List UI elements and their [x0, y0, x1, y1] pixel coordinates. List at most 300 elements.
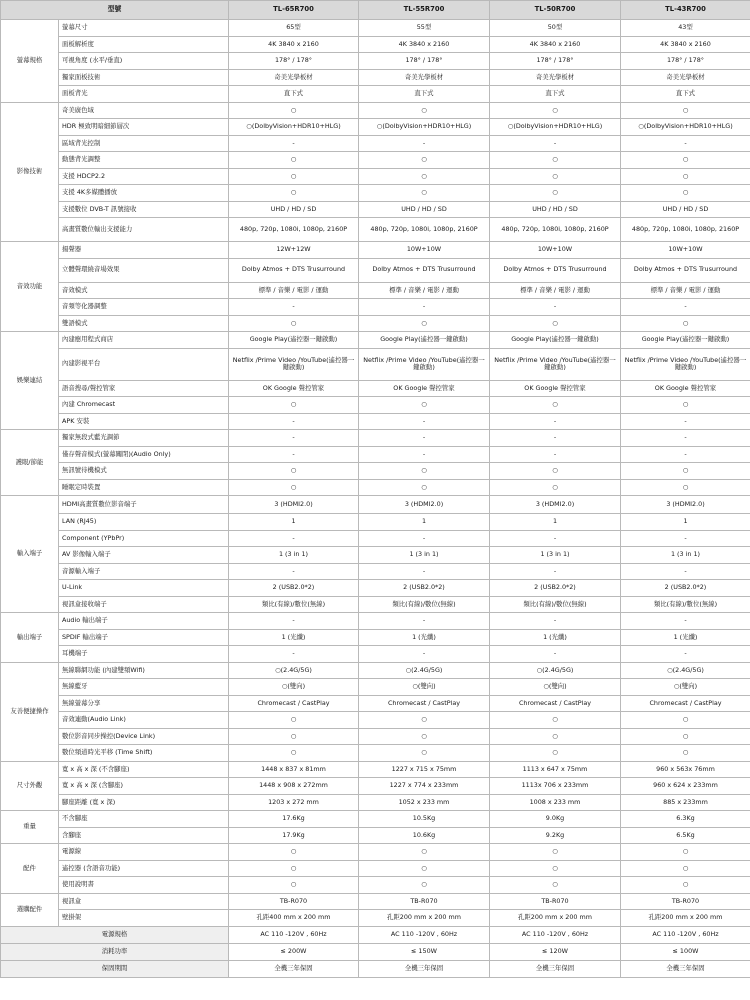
feature-cell: 僅存聲音模式(螢幕關閉)(Audio Only) — [59, 446, 229, 463]
feature-cell: 寬 x 高 x 深 (不含腳座) — [59, 761, 229, 778]
value-cell: 直下式 — [490, 86, 621, 103]
spec-row — [1, 299, 750, 316]
spec-row — [1, 811, 750, 828]
value-cell: ○ — [229, 860, 359, 877]
value-cell: 480p, 720p, 1080i, 1080p, 2160P — [229, 218, 359, 242]
value-cell: Netflix /Prime Video /YouTube(遙控器一鍵啟動) — [621, 348, 750, 380]
value-cell: ○ — [359, 152, 490, 169]
value-cell: 直下式 — [229, 86, 359, 103]
feature-cell: 音效模式 — [59, 282, 229, 299]
value-cell: ○ — [359, 185, 490, 202]
value-cell: 480p, 720p, 1080i, 1080p, 2160P — [359, 218, 490, 242]
value-cell: 1227 x 774 x 233mm — [359, 778, 490, 795]
value-cell: ○ — [490, 712, 621, 729]
footer-value-cell: AC 110 -120V , 60Hz — [229, 926, 359, 943]
value-cell: 10W+10W — [359, 242, 490, 259]
feature-cell: 無線聯網功能 (內建雙頻Wifi) — [59, 662, 229, 679]
spec-row — [1, 745, 750, 762]
value-cell: ○(DolbyVision+HDR10+HLG) — [359, 119, 490, 136]
value-cell: 10.5Kg — [359, 811, 490, 828]
value-cell: 1 (3 in 1) — [490, 547, 621, 564]
value-cell: 50型 — [490, 20, 621, 37]
value-cell: 480p, 720p, 1080i, 1080p, 2160P — [621, 218, 750, 242]
value-cell: ○ — [229, 168, 359, 185]
value-cell: - — [621, 646, 750, 663]
value-cell: 孔距200 mm x 200 mm — [490, 910, 621, 927]
value-cell: ○(雙向) — [490, 679, 621, 696]
feature-cell: 面板背光 — [59, 86, 229, 103]
footer-value-cell: ≤ 150W — [359, 943, 490, 960]
value-cell: ○ — [621, 745, 750, 762]
value-cell: - — [229, 563, 359, 580]
feature-cell: 視訊盒 — [59, 893, 229, 910]
value-cell: 43型 — [621, 20, 750, 37]
value-cell: - — [621, 430, 750, 447]
footer-row — [1, 960, 750, 977]
value-cell: 類比(有線)/數位(無線) — [229, 596, 359, 613]
feature-cell: 電源線 — [59, 844, 229, 861]
category-cell: 護眼/節能 — [1, 430, 59, 496]
value-cell: 4K 3840 x 2160 — [490, 36, 621, 53]
value-cell: ○(雙向) — [229, 679, 359, 696]
spec-row — [1, 258, 750, 282]
value-cell: - — [490, 613, 621, 630]
value-cell: 1 (光纖) — [490, 629, 621, 646]
value-cell: 3 (HDMI2.0) — [621, 496, 750, 514]
value-cell: ○ — [490, 860, 621, 877]
value-cell: - — [359, 413, 490, 430]
feature-cell: 耳機端子 — [59, 646, 229, 663]
category-cell: 輸出端子 — [1, 613, 59, 663]
value-cell: 類比(有線)/數位(無線) — [359, 596, 490, 613]
value-cell: - — [490, 646, 621, 663]
value-cell: ○ — [359, 860, 490, 877]
value-cell: 1 — [359, 514, 490, 531]
category-cell: 輸入端子 — [1, 496, 59, 613]
value-cell: Dolby Atmos + DTS Trusurround — [359, 258, 490, 282]
value-cell: ○(2.4G/5G) — [621, 662, 750, 679]
feature-cell: 語音搜尋/聲控管家 — [59, 380, 229, 397]
spec-row — [1, 479, 750, 496]
value-cell: 65型 — [229, 20, 359, 37]
value-cell: - — [229, 299, 359, 316]
feature-cell: 動態背光調整 — [59, 152, 229, 169]
value-cell: 4K 3840 x 2160 — [229, 36, 359, 53]
value-cell: ○(DolbyVision+HDR10+HLG) — [229, 119, 359, 136]
value-cell: - — [621, 530, 750, 547]
value-cell: Chromecast / CastPlay — [229, 695, 359, 712]
value-cell: ○ — [490, 168, 621, 185]
spec-row — [1, 794, 750, 811]
value-cell: - — [621, 563, 750, 580]
feature-cell: HDMI高畫質數位影音端子 — [59, 496, 229, 514]
spec-row — [1, 646, 750, 663]
feature-cell: 寬 x 高 x 深 (含腳座) — [59, 778, 229, 795]
footer-row — [1, 943, 750, 960]
feature-cell: 壁掛架 — [59, 910, 229, 927]
feature-cell: 奇美廣色域 — [59, 102, 229, 119]
value-cell: 奇美光學板材 — [229, 69, 359, 86]
value-cell: - — [229, 430, 359, 447]
spec-row — [1, 728, 750, 745]
value-cell: 1052 x 233 mm — [359, 794, 490, 811]
value-cell: ○ — [229, 844, 359, 861]
value-cell: 1 (3 in 1) — [359, 547, 490, 564]
value-cell: UHD / HD / SD — [229, 201, 359, 218]
category-cell: 音效功能 — [1, 242, 59, 332]
value-cell: Netflix /Prime Video /YouTube(遙控器一鍵啟動) — [359, 348, 490, 380]
spec-row — [1, 185, 750, 202]
footer-value-cell: 全機三年保固 — [229, 960, 359, 977]
spec-row — [1, 679, 750, 696]
feature-cell: 內建應用程式商店 — [59, 332, 229, 349]
value-cell: - — [359, 530, 490, 547]
feature-cell: Audio 輸出端子 — [59, 613, 229, 630]
value-cell: ○ — [490, 877, 621, 894]
feature-cell: 高畫質數位輸出支援能力 — [59, 218, 229, 242]
spec-row — [1, 380, 750, 397]
feature-cell: 內建 Chromecast — [59, 397, 229, 414]
feature-cell: 腳座距離 (寬 x 深) — [59, 794, 229, 811]
feature-cell: HDR 極致明暗細節層次 — [59, 119, 229, 136]
feature-cell: 含腳座 — [59, 827, 229, 844]
value-cell: 標準 / 音樂 / 電影 / 運動 — [359, 282, 490, 299]
feature-cell: 數位頻道時光平移 (Time Shift) — [59, 745, 229, 762]
value-cell: ○ — [490, 397, 621, 414]
value-cell: 960 x 624 x 233mm — [621, 778, 750, 795]
value-cell: 17.6Kg — [229, 811, 359, 828]
value-cell: ○ — [359, 728, 490, 745]
value-cell: 1448 x 908 x 272mm — [229, 778, 359, 795]
value-cell: ○ — [621, 877, 750, 894]
spec-row — [1, 53, 750, 70]
spec-row — [1, 201, 750, 218]
feature-cell: 雙語模式 — [59, 315, 229, 332]
feature-cell: 區域背光控制 — [59, 135, 229, 152]
value-cell: 1113x 706 x 233mm — [490, 778, 621, 795]
value-cell: 178° / 178° — [229, 53, 359, 70]
value-cell: ○ — [490, 745, 621, 762]
feature-cell: 可視角度 (水平/垂直) — [59, 53, 229, 70]
value-cell: 6.3Kg — [621, 811, 750, 828]
spec-row — [1, 514, 750, 531]
value-cell: ○ — [229, 745, 359, 762]
value-cell: 2 (USB2.0*2) — [229, 580, 359, 597]
value-cell: Google Play(遙控器一鍵啟動) — [490, 332, 621, 349]
spec-row — [1, 36, 750, 53]
value-cell: ○ — [490, 479, 621, 496]
value-cell: ○ — [359, 463, 490, 480]
feature-cell: 遙控器 (含語音功能) — [59, 860, 229, 877]
value-cell: ○ — [359, 168, 490, 185]
feature-cell: 使用說明書 — [59, 877, 229, 894]
value-cell: 標準 / 音樂 / 電影 / 運動 — [490, 282, 621, 299]
model-header-1: TL-65R700 — [229, 1, 359, 20]
spec-row — [1, 761, 750, 778]
value-cell: OK Google 聲控管家 — [229, 380, 359, 397]
value-cell: - — [490, 563, 621, 580]
value-cell: 直下式 — [359, 86, 490, 103]
spec-row — [1, 463, 750, 480]
category-cell: 友善便捷操作 — [1, 662, 59, 761]
value-cell: OK Google 聲控管家 — [359, 380, 490, 397]
value-cell: - — [621, 613, 750, 630]
spec-row — [1, 613, 750, 630]
value-cell: TB-R070 — [229, 893, 359, 910]
feature-cell: 數位影音同步操控(Device Link) — [59, 728, 229, 745]
value-cell: ○(2.4G/5G) — [490, 662, 621, 679]
value-cell: Netflix /Prime Video /YouTube(遙控器一鍵啟動) — [490, 348, 621, 380]
value-cell: 直下式 — [621, 86, 750, 103]
value-cell: 1 (光纖) — [229, 629, 359, 646]
value-cell: 孔距200 mm x 200 mm — [621, 910, 750, 927]
feature-cell: 面板解析度 — [59, 36, 229, 53]
spec-row — [1, 860, 750, 877]
spec-row — [1, 563, 750, 580]
value-cell: 6.5Kg — [621, 827, 750, 844]
value-cell: 標準 / 音樂 / 電影 / 運動 — [229, 282, 359, 299]
value-cell: ○(DolbyVision+HDR10+HLG) — [621, 119, 750, 136]
spec-row — [1, 315, 750, 332]
value-cell: 9.2Kg — [490, 827, 621, 844]
value-cell: - — [490, 135, 621, 152]
spec-row — [1, 910, 750, 927]
footer-label-cell: 保固期間 — [1, 960, 229, 977]
value-cell: 1 — [621, 514, 750, 531]
spec-row — [1, 629, 750, 646]
value-cell: 480p, 720p, 1080i, 1080p, 2160P — [490, 218, 621, 242]
feature-cell: 揚聲器 — [59, 242, 229, 259]
value-cell: ○ — [229, 397, 359, 414]
value-cell: Google Play(遙控器一鍵啟動) — [229, 332, 359, 349]
value-cell: ○ — [621, 397, 750, 414]
value-cell: - — [229, 530, 359, 547]
value-cell: 1203 x 272 mm — [229, 794, 359, 811]
value-cell: - — [359, 646, 490, 663]
value-cell: ○ — [490, 844, 621, 861]
spec-row — [1, 712, 750, 729]
value-cell: 1 (光纖) — [621, 629, 750, 646]
value-cell: OK Google 聲控管家 — [490, 380, 621, 397]
value-cell: ○ — [621, 102, 750, 119]
spec-row — [1, 242, 750, 259]
footer-value-cell: AC 110 -120V , 60Hz — [359, 926, 490, 943]
model-header-label: 型號 — [1, 1, 229, 20]
feature-cell: 獨家無段式藍光調節 — [59, 430, 229, 447]
category-cell: 娛樂連結 — [1, 332, 59, 430]
value-cell: ○ — [621, 185, 750, 202]
value-cell: ○(2.4G/5G) — [229, 662, 359, 679]
header-row — [1, 1, 750, 20]
value-cell: 10W+10W — [490, 242, 621, 259]
category-cell: 螢幕規格 — [1, 20, 59, 103]
spec-row — [1, 662, 750, 679]
value-cell: 1008 x 233 mm — [490, 794, 621, 811]
value-cell: 9.0Kg — [490, 811, 621, 828]
spec-row — [1, 413, 750, 430]
value-cell: 3 (HDMI2.0) — [229, 496, 359, 514]
value-cell: 10W+10W — [621, 242, 750, 259]
value-cell: 1 (光纖) — [359, 629, 490, 646]
value-cell: ○ — [359, 712, 490, 729]
model-header-4: TL-43R700 — [621, 1, 750, 20]
value-cell: 孔距200 mm x 200 mm — [359, 910, 490, 927]
value-cell: TB-R070 — [490, 893, 621, 910]
value-cell: - — [359, 299, 490, 316]
feature-cell: 無訊號待機模式 — [59, 463, 229, 480]
spec-row — [1, 135, 750, 152]
value-cell: - — [229, 446, 359, 463]
value-cell: 孔距400 mm x 200 mm — [229, 910, 359, 927]
value-cell: Google Play(遙控器一鍵啟動) — [359, 332, 490, 349]
value-cell: TB-R070 — [359, 893, 490, 910]
value-cell: Dolby Atmos + DTS Trusurround — [490, 258, 621, 282]
value-cell: 2 (USB2.0*2) — [490, 580, 621, 597]
value-cell: UHD / HD / SD — [490, 201, 621, 218]
value-cell: ○ — [359, 745, 490, 762]
feature-cell: 支援 HDCP2.2 — [59, 168, 229, 185]
footer-label-cell: 消耗功率 — [1, 943, 229, 960]
value-cell: 2 (USB2.0*2) — [621, 580, 750, 597]
feature-cell: 立體聲環繞音場效果 — [59, 258, 229, 282]
spec-row — [1, 596, 750, 613]
value-cell: ○(DolbyVision+HDR10+HLG) — [490, 119, 621, 136]
spec-row — [1, 348, 750, 380]
value-cell: ○ — [229, 102, 359, 119]
value-cell: 1113 x 647 x 75mm — [490, 761, 621, 778]
value-cell: - — [621, 135, 750, 152]
value-cell: ○ — [621, 315, 750, 332]
feature-cell: 無線藍牙 — [59, 679, 229, 696]
spec-row — [1, 152, 750, 169]
footer-row — [1, 926, 750, 943]
spec-row — [1, 20, 750, 37]
value-cell: UHD / HD / SD — [621, 201, 750, 218]
feature-cell: U-Link — [59, 580, 229, 597]
value-cell: ○ — [229, 728, 359, 745]
value-cell: ○ — [621, 479, 750, 496]
value-cell: - — [229, 413, 359, 430]
category-cell: 重量 — [1, 811, 59, 844]
value-cell: 55型 — [359, 20, 490, 37]
spec-row — [1, 282, 750, 299]
value-cell: - — [359, 430, 490, 447]
value-cell: ○ — [621, 844, 750, 861]
value-cell: 178° / 178° — [359, 53, 490, 70]
value-cell: - — [490, 446, 621, 463]
value-cell: 1448 x 837 x 81mm — [229, 761, 359, 778]
value-cell: ○ — [490, 728, 621, 745]
spec-row — [1, 496, 750, 514]
value-cell: ○ — [490, 463, 621, 480]
value-cell: ○ — [229, 877, 359, 894]
feature-cell: APK 安裝 — [59, 413, 229, 430]
value-cell: 奇美光學板材 — [621, 69, 750, 86]
value-cell: 1 — [229, 514, 359, 531]
feature-cell: AV 影像輸入端子 — [59, 547, 229, 564]
spec-row — [1, 530, 750, 547]
value-cell: Dolby Atmos + DTS Trusurround — [229, 258, 359, 282]
spec-body — [1, 20, 750, 978]
value-cell: ○ — [621, 712, 750, 729]
value-cell: - — [359, 613, 490, 630]
value-cell: 3 (HDMI2.0) — [359, 496, 490, 514]
value-cell: Dolby Atmos + DTS Trusurround — [621, 258, 750, 282]
value-cell: 17.9Kg — [229, 827, 359, 844]
value-cell: ○ — [621, 860, 750, 877]
feature-cell: 視訊盒接收端子 — [59, 596, 229, 613]
footer-value-cell: AC 110 -120V , 60Hz — [621, 926, 750, 943]
value-cell: ○ — [359, 479, 490, 496]
value-cell: 4K 3840 x 2160 — [621, 36, 750, 53]
category-cell: 選購配件 — [1, 893, 59, 926]
value-cell: ○ — [359, 102, 490, 119]
feature-cell: 內建影視平台 — [59, 348, 229, 380]
value-cell: 1 (3 in 1) — [229, 547, 359, 564]
value-cell: - — [359, 135, 490, 152]
spec-row — [1, 397, 750, 414]
value-cell: ○ — [229, 315, 359, 332]
value-cell: - — [229, 613, 359, 630]
footer-value-cell: 全機三年保固 — [359, 960, 490, 977]
spec-row — [1, 844, 750, 861]
category-cell: 影像技術 — [1, 102, 59, 242]
spec-row — [1, 69, 750, 86]
spec-row — [1, 827, 750, 844]
value-cell: - — [490, 430, 621, 447]
value-cell: 奇美光學板材 — [490, 69, 621, 86]
value-cell: 178° / 178° — [490, 53, 621, 70]
value-cell: Chromecast / CastPlay — [621, 695, 750, 712]
model-header-3: TL-50R700 — [490, 1, 621, 20]
spec-row — [1, 332, 750, 349]
value-cell: ○ — [359, 877, 490, 894]
value-cell: TB-R070 — [621, 893, 750, 910]
value-cell: Google Play(遙控器一鍵啟動) — [621, 332, 750, 349]
value-cell: 960 x 563x 76mm — [621, 761, 750, 778]
value-cell: UHD / HD / SD — [359, 201, 490, 218]
value-cell: ○ — [621, 168, 750, 185]
value-cell: ○(2.4G/5G) — [359, 662, 490, 679]
footer-value-cell: ≤ 200W — [229, 943, 359, 960]
feature-cell: LAN (RJ45) — [59, 514, 229, 531]
spec-row — [1, 877, 750, 894]
feature-cell: 音源輸入端子 — [59, 563, 229, 580]
feature-cell: 螢幕尺寸 — [59, 20, 229, 37]
value-cell: - — [229, 646, 359, 663]
value-cell: - — [621, 446, 750, 463]
spec-row — [1, 119, 750, 136]
value-cell: - — [490, 299, 621, 316]
feature-cell: 睡眠定時裝置 — [59, 479, 229, 496]
value-cell: ○(雙向) — [359, 679, 490, 696]
value-cell: ○ — [490, 152, 621, 169]
value-cell: 1 (3 in 1) — [621, 547, 750, 564]
value-cell: 178° / 178° — [621, 53, 750, 70]
feature-cell: 支援 4K多媒體播放 — [59, 185, 229, 202]
value-cell: ○ — [359, 844, 490, 861]
spec-row — [1, 430, 750, 447]
value-cell: 1 — [490, 514, 621, 531]
value-cell: 885 x 233mm — [621, 794, 750, 811]
spec-row — [1, 778, 750, 795]
value-cell: ○ — [621, 463, 750, 480]
footer-value-cell: ≤ 120W — [490, 943, 621, 960]
value-cell: Chromecast / CastPlay — [490, 695, 621, 712]
value-cell: - — [229, 135, 359, 152]
feature-cell: SPDIF 輸出端子 — [59, 629, 229, 646]
value-cell: OK Google 聲控管家 — [621, 380, 750, 397]
